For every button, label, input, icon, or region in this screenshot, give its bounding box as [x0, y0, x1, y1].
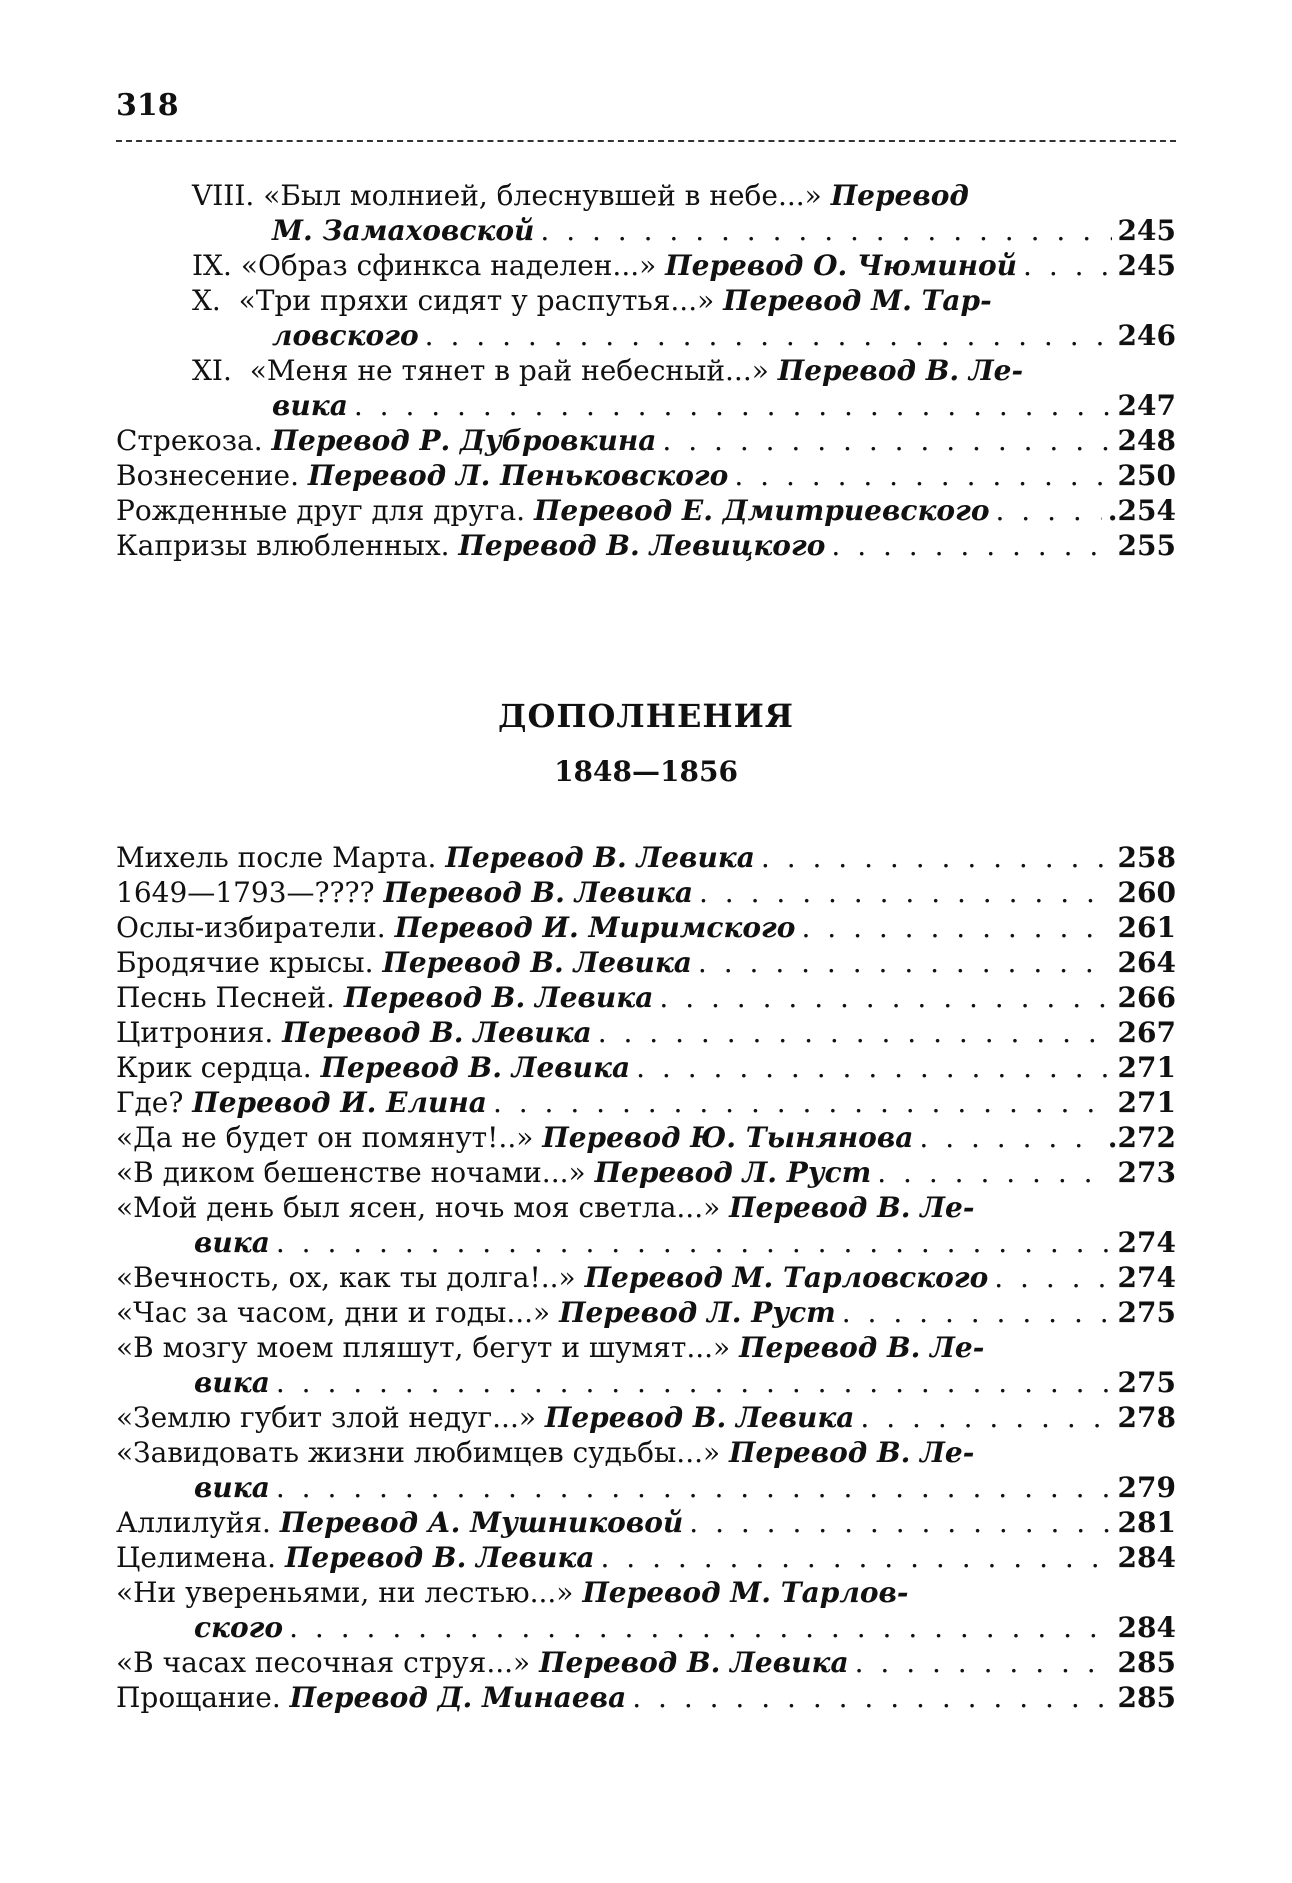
- page-number: 318: [116, 88, 179, 123]
- toc-entry-title: Капризы влюбленных.: [116, 529, 450, 562]
- toc-entry-page: 271: [1117, 1086, 1176, 1119]
- toc-entry-title: «Завидовать жизни любимцев судьбы...»: [116, 1436, 721, 1469]
- toc-entry-page: 284: [1117, 1611, 1176, 1644]
- toc-entry-title: Ослы-избиратели.: [116, 911, 386, 944]
- toc-entry: [116, 1575, 1176, 1645]
- toc-entry-translator: вика: [272, 389, 348, 422]
- toc-entry-translator: Перевод М. Тарловского: [584, 1261, 989, 1294]
- toc-entry: XI. «Меня не тянет в рай небесный...» Перевод В. Ле- вика . . . 247: [116, 353, 1176, 423]
- toc-entry-translator: Перевод В. Левика: [539, 1646, 849, 1679]
- toc-entry-title: 1649—1793—????: [116, 876, 375, 909]
- toc-entry-page: .272: [1107, 1121, 1176, 1154]
- section-title: ДОПОЛНЕНИЯ: [497, 697, 795, 735]
- toc-entry-page: 245: [1117, 214, 1176, 247]
- section-years: 1848—1856: [554, 755, 738, 788]
- toc-entry-translator: Перевод Д. Минаева: [289, 1681, 627, 1714]
- toc-entry-page: 245: [1117, 249, 1176, 282]
- toc-entry-translator: Перевод Л. Руст: [559, 1296, 836, 1329]
- toc-entry-page: 281: [1117, 1506, 1176, 1539]
- toc-entry-title: «Ни увереньями, ни лестью...»: [116, 1576, 574, 1609]
- toc-entry-translator: Перевод В. Левицкого: [458, 529, 826, 562]
- header-rule: [116, 140, 1176, 142]
- toc-entry-page: 247: [1117, 389, 1176, 422]
- toc-entry-page: 258: [1117, 841, 1176, 874]
- toc-entry-page: 264: [1117, 946, 1176, 979]
- toc-entry-translator: вика: [194, 1226, 270, 1259]
- toc-entry-translator: Перевод В. Ле-: [729, 1436, 975, 1469]
- toc-entry: [116, 1015, 1176, 1050]
- toc-entry: [116, 1645, 1176, 1680]
- toc-entry-page: 246: [1117, 319, 1176, 352]
- toc-entry: [116, 945, 1176, 980]
- toc-entry: X. «Три пряхи сидят у распутья...» Перевод М. Тар- ловского . . . 246: [116, 283, 1176, 353]
- toc-entry-title: Прощание.: [116, 1681, 281, 1714]
- toc-entry-translator: Перевод И. Елина: [192, 1086, 487, 1119]
- toc-entry-page: 271: [1117, 1051, 1176, 1084]
- toc-entry-title: Рожденные друг для друга.: [116, 494, 526, 527]
- toc-entry-translator: Перевод Л. Пеньковского: [307, 459, 729, 492]
- toc-entry: [116, 458, 1176, 493]
- toc-entry-page: 266: [1117, 981, 1176, 1014]
- toc-entry-title: Крик сердца.: [116, 1051, 312, 1084]
- toc-entry-title: Стрекоза.: [116, 424, 263, 457]
- toc-entry-page: 248: [1117, 424, 1176, 457]
- toc-entry-translator: Перевод В. Ле-: [729, 1191, 975, 1224]
- toc-entry-page: .254: [1107, 494, 1176, 527]
- toc-entry: [116, 980, 1176, 1015]
- toc-entry-translator: Перевод Ю. Тынянова: [542, 1121, 914, 1154]
- toc-entry-translator: Перевод Л. Руст: [594, 1156, 872, 1189]
- toc-entry-page: 284: [1117, 1541, 1176, 1574]
- toc-entry-title: «Был молнией, блеснувшей в небе...»: [263, 179, 822, 212]
- toc-entry-page: 260: [1117, 876, 1176, 909]
- toc-entry-translator: Перевод В. Левика: [383, 876, 693, 909]
- toc-entry: [116, 1085, 1176, 1120]
- toc-entry-page: 255: [1117, 529, 1176, 562]
- toc-entry-translator: вика: [194, 1471, 270, 1504]
- toc-entry-translator: ского: [194, 1611, 284, 1644]
- toc-entry: [116, 423, 1176, 458]
- toc-entry-title: «Вечность, ох, как ты долга!..»: [116, 1261, 576, 1294]
- toc-entry-title: «В часах песочная струя...»: [116, 1646, 531, 1679]
- toc-entry-translator: Перевод О. Чюминой: [665, 249, 1018, 282]
- toc-entry-title: «Да не будет он помянут!..»: [116, 1121, 534, 1154]
- toc-entry: [116, 1505, 1176, 1540]
- toc-entry-translator: Перевод Р. Дубровкина: [271, 424, 657, 457]
- toc-entry: [116, 875, 1176, 910]
- toc-entry-title: «Землю губит злой недуг...»: [116, 1401, 536, 1434]
- toc-entry: IX. «Образ сфинкса наделен...» Перевод О. Чюминой . . . 245: [116, 248, 1176, 283]
- toc-entry-title: «В мозгу моем пляшут, бегут и шумят...»: [116, 1331, 731, 1364]
- toc-entry-translator: Перевод А. Мушниковой: [279, 1506, 684, 1539]
- toc-entry-title: Вознесение.: [116, 459, 299, 492]
- toc-entry-translator: Перевод В. Левика: [544, 1401, 855, 1434]
- toc-entry: [116, 1540, 1176, 1575]
- toc-entry-translator: М. Замаховской: [272, 214, 535, 247]
- toc-entry-translator: Перевод В. Левика: [343, 981, 654, 1014]
- toc-entry-title: «Три пряхи сидят у распутья...»: [238, 284, 715, 317]
- toc-entry: [116, 1190, 1176, 1260]
- toc-entry-title: Песнь Песней.: [116, 981, 335, 1014]
- toc-entry-page: 267: [1117, 1016, 1176, 1049]
- toc-entry: [116, 1050, 1176, 1085]
- toc-entry-title: «Мой день был ясен, ночь моя светла...»: [116, 1191, 721, 1224]
- toc-entry-title: «Меня не тянет в рай небесный...»: [249, 354, 769, 387]
- toc-entry: [116, 840, 1176, 875]
- toc-entry: VIII. «Был молнией, блеснувшей в небе...» Перевод М. Замаховской . . . 245: [116, 178, 1176, 248]
- toc-entry-translator: вика: [194, 1366, 270, 1399]
- toc-entry: [116, 1400, 1176, 1435]
- toc-entry-translator: Перевод: [830, 179, 969, 212]
- toc-entry-page: 275: [1117, 1296, 1176, 1329]
- toc-entry: [116, 1155, 1176, 1190]
- toc-entry: [116, 1260, 1176, 1295]
- toc-entry: [116, 528, 1176, 563]
- toc-entry-translator: Перевод Е. Дмитриевского: [533, 494, 990, 527]
- toc-entry-page: 274: [1117, 1226, 1176, 1259]
- toc-entry-title: «Час за часом, дни и годы...»: [116, 1296, 551, 1329]
- toc-entry-title: «В диком бешенстве ночами...»: [116, 1156, 586, 1189]
- toc-entry-translator: Перевод В. Левика: [282, 1016, 592, 1049]
- toc-entry-translator: Перевод В. Левика: [284, 1541, 595, 1574]
- toc-entry-translator: Перевод В. Ле-: [777, 354, 1024, 387]
- toc-entry-page: 274: [1117, 1261, 1176, 1294]
- toc-entry-translator: Перевод В. Левика: [445, 841, 755, 874]
- toc-entry-title: «Образ сфинкса наделен...»: [240, 249, 657, 282]
- toc-entry-page: 285: [1117, 1646, 1176, 1679]
- toc-entry-page: 250: [1117, 459, 1176, 492]
- toc-entry: [116, 1435, 1176, 1505]
- toc-entry-title: Михель после Марта.: [116, 841, 437, 874]
- toc-entry-page: 278: [1117, 1401, 1176, 1434]
- toc-entry-page: 275: [1117, 1366, 1176, 1399]
- toc-entry-page: 273: [1117, 1156, 1176, 1189]
- toc-entry-translator: ловского: [272, 319, 419, 352]
- toc-entry-translator: Перевод В. Ле-: [739, 1331, 985, 1364]
- toc-entry-translator: Перевод В. Левика: [320, 1051, 631, 1084]
- toc-entry-page: 261: [1117, 911, 1176, 944]
- toc-entry-title: Бродячие крысы.: [116, 946, 374, 979]
- toc-entry-translator: Перевод М. Тар-: [723, 284, 992, 317]
- toc-entry-page: 285: [1117, 1681, 1176, 1714]
- toc-entry-title: Где?: [116, 1086, 184, 1119]
- toc-entry-title: Аллилуйя.: [116, 1506, 271, 1539]
- toc-entry-translator: Перевод И. Миримского: [394, 911, 796, 944]
- toc-entry-page: 279: [1117, 1471, 1176, 1504]
- toc-entry-title: Цитрония.: [116, 1016, 274, 1049]
- toc-entry-translator: Перевод М. Тарлов-: [582, 1576, 909, 1609]
- toc-entry-translator: Перевод В. Левика: [382, 946, 692, 979]
- toc-entry: [116, 910, 1176, 945]
- toc-entry: [116, 1330, 1176, 1400]
- toc-entry: [116, 493, 1176, 528]
- toc-entry: [116, 1120, 1176, 1155]
- toc-entry: [116, 1680, 1176, 1715]
- toc-entry: [116, 1295, 1176, 1330]
- toc-entry-title: Целимена.: [116, 1541, 277, 1574]
